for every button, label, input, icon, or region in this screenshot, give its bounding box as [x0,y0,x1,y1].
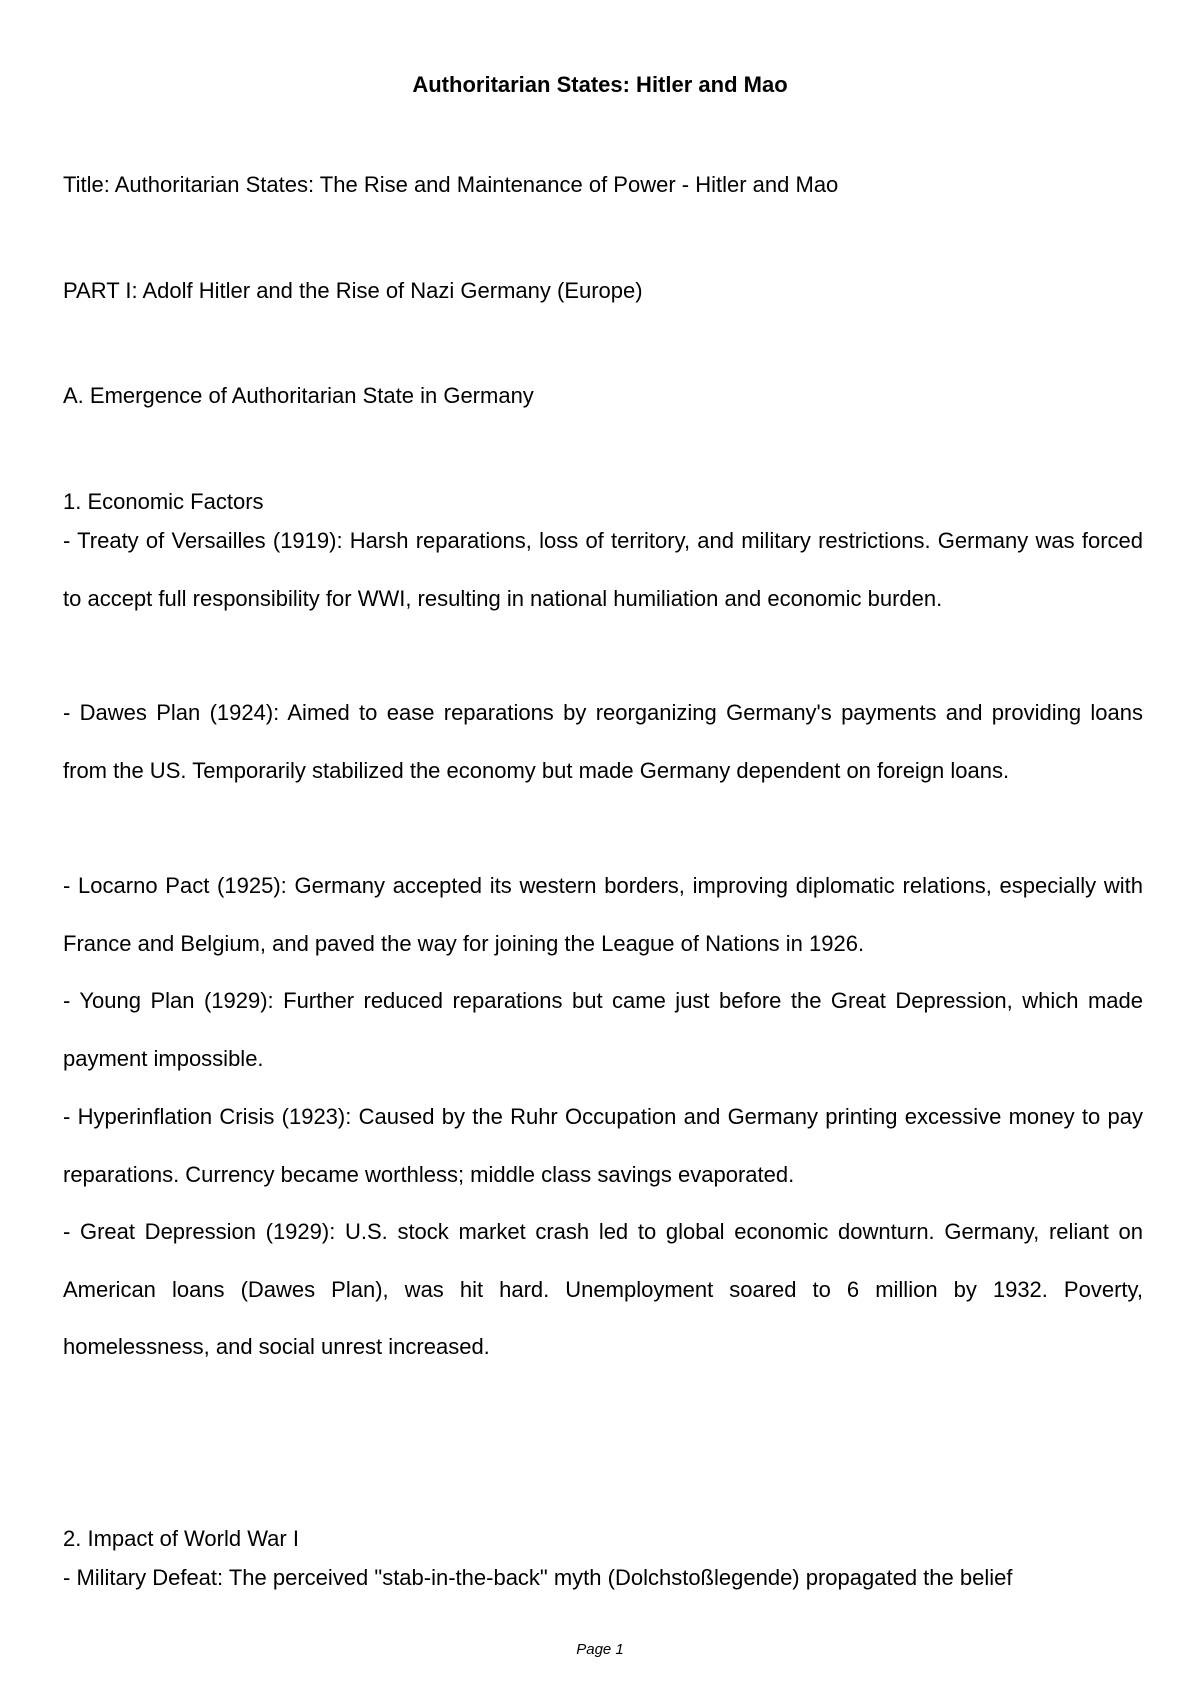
document-heading: Authoritarian States: Hitler and Mao [412,72,788,97]
paragraph-hyperinflation-crisis: - Hyperinflation Crisis (1923): Caused by the Ruhr Occupation and Germany printing excessive money to pay reparations. Currency became worthless; middle class savings evaporated. [63,1104,1143,1187]
page-number: Page 1 [576,1641,624,1658]
subsection-heading-economic-factors: 1. Economic Factors [63,489,264,514]
paragraph-locarno-pact: - Locarno Pact (1925): Germany accepted its western borders, improving diplomatic relations, especially with France and Belgium, and paved the way for joining the League of Nations in 1926. [63,873,1143,956]
paragraph-young-plan: - Young Plan (1929): Further reduced reparations but came just before the Great Depression, which made payment impossible. [63,988,1143,1071]
paragraph-military-defeat: - Military Defeat: The perceived "stab-in-the-back" myth (Dolchstoßlegende) propagated the belief [63,1565,1013,1590]
document-title-line: Title: Authoritarian States: The Rise and Maintenance of Power - Hitler and Mao [63,172,839,197]
section-heading: A. Emergence of Authoritarian State in Germany [63,383,534,408]
paragraph-great-depression: - Great Depression (1929): U.S. stock market crash led to global economic downturn. Germany, reliant on American loans (Dawes Plan), was hit hard. Unemployment soared to 6 million by 1932. Poverty, homelessness, and social unrest increased. [63,1219,1143,1359]
part-heading: PART I: Adolf Hitler and the Rise of Nazi Germany (Europe) [63,278,643,303]
paragraph-treaty-of-versailles: - Treaty of Versailles (1919): Harsh reparations, loss of territory, and military restrictions. Germany was forced to accept full responsibility for WWI, resulting in national humiliation and economic burden. [63,528,1143,611]
subsection-heading-impact-of-wwi: 2. Impact of World War I [63,1526,299,1551]
paragraph-dawes-plan: - Dawes Plan (1924): Aimed to ease reparations by reorganizing Germany's payments and providing loans from the US. Temporarily stabilized the economy but made Germany dependent on foreign loans. [63,700,1143,783]
